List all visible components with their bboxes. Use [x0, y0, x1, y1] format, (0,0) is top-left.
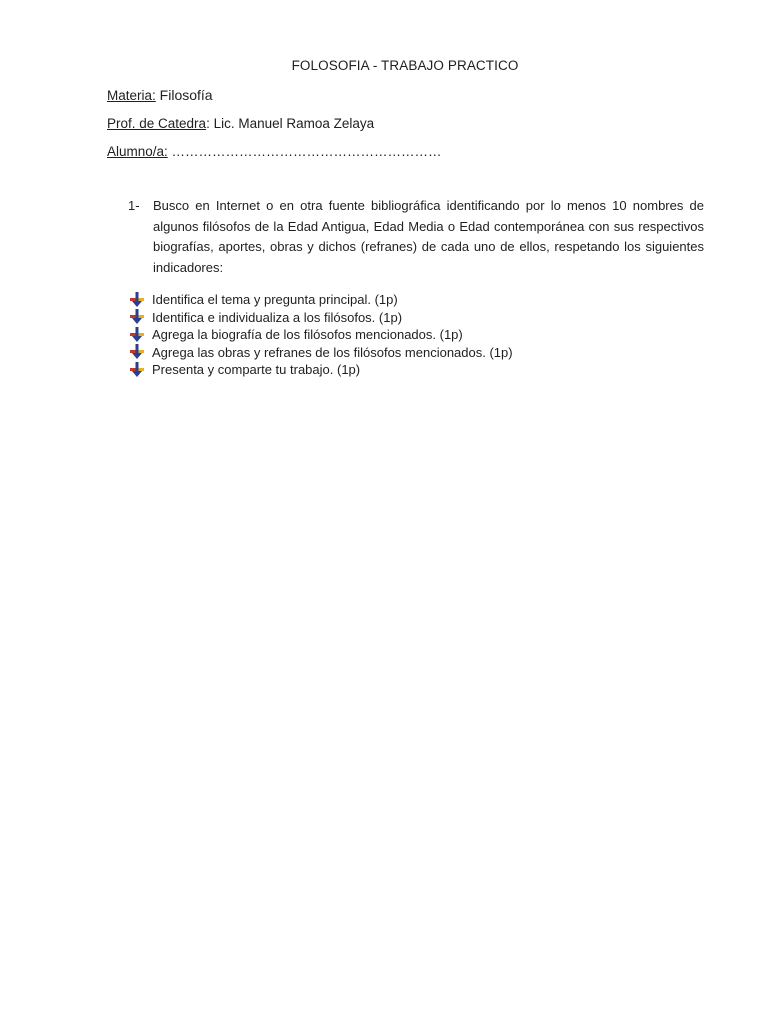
question-1: [128, 196, 704, 278]
subject-field: [107, 87, 213, 103]
indicator-text: Presenta y comparte tu trabajo. (1p): [152, 362, 361, 377]
subject-value: Filosofía: [155, 87, 213, 103]
arrow-down-bullet-icon: [128, 309, 146, 325]
indicator-text: Agrega la biografía de los filósofos mencionados. (1p): [152, 327, 463, 342]
list-item: [128, 291, 513, 309]
professor-field: [107, 116, 374, 131]
student-value: ……………………………………………………: [167, 144, 442, 159]
arrow-down-bullet-icon: [128, 327, 146, 343]
student-label: Alumno/a:: [107, 144, 168, 159]
student-field: [107, 144, 442, 159]
arrow-down-bullet-icon: [128, 362, 146, 378]
list-item: [128, 344, 513, 362]
arrow-down-bullet-icon: [128, 344, 146, 360]
professor-value: : Lic. Manuel Ramoa Zelaya: [206, 116, 375, 131]
list-item: [128, 309, 513, 327]
question-number: 1-: [128, 198, 140, 213]
subject-label: Materia:: [107, 88, 156, 103]
list-item: [128, 361, 513, 379]
indicator-list: [128, 291, 513, 379]
indicator-text: Agrega las obras y refranes de los filósofos mencionados. (1p): [152, 344, 513, 360]
arrow-down-bullet-icon: [128, 292, 146, 308]
question-text: Busco en Internet o en otra fuente bibliográfica identificando por lo menos 10 nombres de algunos filósofos de la Edad Antigua, Edad Media o Edad contemporánea con sus respectivos biografías, aportes, obras y dichos (refranes) de cada uno de ellos, respetando los siguientes indicadores:: [153, 198, 704, 275]
professor-label: Prof. de Catedra: [107, 116, 207, 131]
indicator-text: Identifica e individualiza a los filósofos. (1p): [152, 309, 403, 325]
indicator-text: Identifica el tema y pregunta principal. (1p): [152, 292, 398, 307]
document-title: FOLOSOFIA - TRABAJO PRACTICO: [291, 58, 519, 73]
list-item: [128, 326, 513, 344]
